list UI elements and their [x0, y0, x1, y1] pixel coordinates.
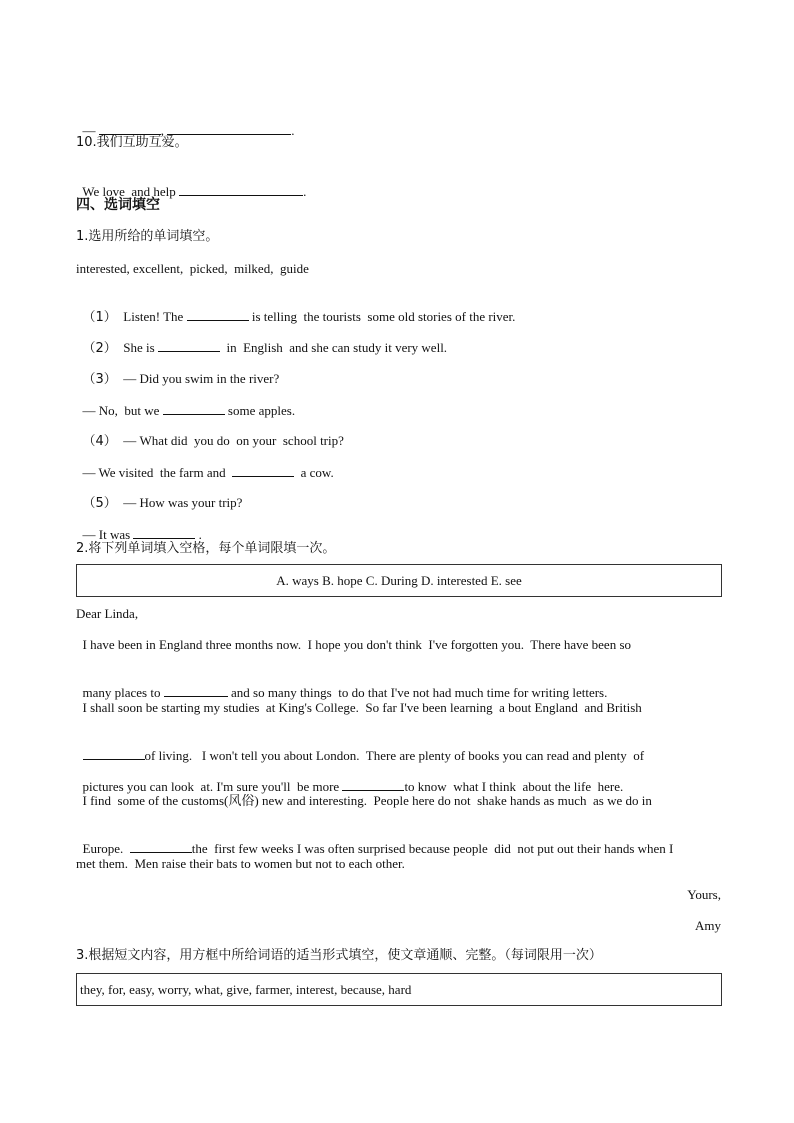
answer-blank[interactable]: [158, 339, 220, 352]
answer-blank[interactable]: [163, 402, 225, 415]
answer-blank[interactable]: [179, 183, 303, 196]
list-item: （3） — Did you swim in the river?: [82, 371, 280, 387]
part3-instruction: 3.根据短文内容，用方框中所给词语的适当形式填空，使文章通顺、完整。（每词限用一次）: [76, 948, 602, 963]
word-box: A. ways B. hope C. During D. interested E. see: [76, 564, 722, 597]
letter-line: of living. I won't tell you about London. There are plenty of books you can read and plenty of: [76, 731, 644, 764]
list-item: （1） Listen! The is telling the tourists some old stories of the river.: [82, 309, 516, 325]
letter-signature: Amy: [695, 918, 721, 933]
top-answer-line: — , .: [82, 123, 295, 138]
word-box: they, for, easy, worry, what, give, farmer, interest, because, hard: [76, 973, 722, 1006]
letter-line: Europe. the first few weeks I was often surprised because people did not put out their hands when I: [82, 841, 674, 856]
part2-instruction: 2.将下列单词填入空格，每个单词限填一次。: [76, 541, 336, 556]
section-title: 四、选词填空: [76, 197, 160, 213]
q10-chinese: 10.我们互助互爱。: [76, 135, 188, 150]
answer-blank[interactable]: [164, 684, 228, 697]
answer-blank[interactable]: [133, 526, 195, 539]
answer-blank[interactable]: [83, 747, 145, 760]
answer-blank[interactable]: [167, 122, 291, 135]
letter-line: many places to and so many things to do that I've not had much time for writing letters.: [82, 685, 608, 700]
answer-blank[interactable]: [99, 122, 161, 135]
list-item: （4） — What did you do on your school trip?: [82, 433, 344, 449]
list-item: — We visited the farm and a cow.: [82, 465, 334, 480]
letter-closing: Yours,: [687, 887, 721, 902]
letter-line: I have been in England three months now. I hope you don't think I've forgotten you. There have been so: [76, 637, 632, 652]
q10-english: We love and help .: [82, 184, 307, 199]
word-bank: interested, excellent, picked, milked, guide: [76, 261, 309, 276]
answer-blank[interactable]: [342, 778, 404, 791]
answer-blank[interactable]: [187, 308, 249, 321]
letter-line: I find some of the customs(风俗) new and interesting. People here do not shake hands as much as we do in: [76, 793, 652, 808]
part1-instruction: 1.选用所给的单词填空。: [76, 229, 219, 244]
list-item: — No, but we some apples.: [82, 403, 296, 418]
letter-line: pictures you can look at. I'm sure you'll be more to know what I think about the life here.: [82, 779, 624, 794]
letter-greeting: Dear Linda,: [76, 606, 139, 621]
answer-blank[interactable]: [130, 840, 192, 853]
list-item: （2） She is in English and she can study it very well.: [82, 340, 448, 356]
list-item: — It was .: [82, 527, 202, 542]
list-item: （5） — How was your trip?: [82, 495, 243, 511]
letter-line: I shall soon be starting my studies at King's College. So far I've been learning a bout England and British: [76, 700, 642, 715]
top-line-prefix: —: [82, 123, 99, 138]
letter-line: met them. Men raise their bats to women but not to each other.: [76, 856, 405, 871]
answer-blank[interactable]: [232, 464, 294, 477]
